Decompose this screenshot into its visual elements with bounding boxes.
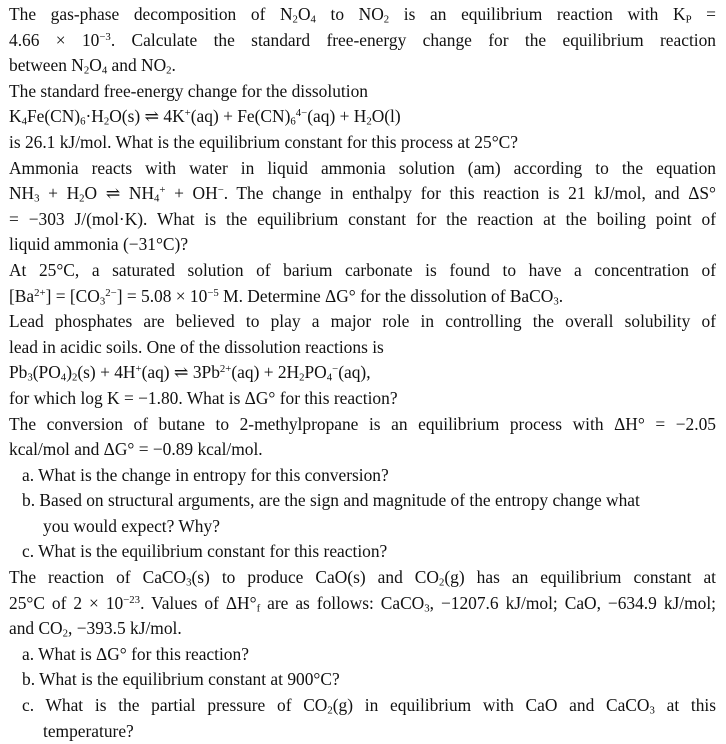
- p4-line-1: At 25°C, a saturated solution of barium carbonate is found to have a concentration of: [9, 259, 716, 280]
- p6-part-b-cont: you would expect? Why?: [43, 515, 220, 536]
- p1-line-2: $4.66 \times 10^{-3}$. Calculate the standard free-energy change for the equilibrium reaction: [9, 29, 716, 50]
- p7-part-b: b. What is the equilibrium constant at 900°C?: [22, 669, 340, 690]
- p5-line-2: lead in acidic soils. One of the dissolution reactions is: [9, 336, 384, 357]
- p6-part-b: b. Based on structural arguments, are the sign and magnitude of the entropy change what: [22, 490, 640, 511]
- p5-line-4: for which log K = −1.80. What is ΔG° for this reaction?: [9, 387, 398, 408]
- p3-line-2: $NH_3 + H_2O$ ⇌ $NH_4^+ + OH^-$. The change in enthalpy for this reaction is 21 kJ/mol, and ΔS°: [9, 183, 716, 205]
- p5-line-1: Lead phosphates are believed to play a major role in controlling the overall solubility of: [9, 311, 716, 332]
- p7-line-3: and $CO_2$, −393.5 kJ/mol.: [9, 618, 182, 640]
- p4-line-2: $[Ba^{2+}] = [CO_3^{2-}] = 5.08 \times 10^{-5}$ M. Determine ΔG° for the dissolution of BaCO$_3$.: [9, 285, 564, 307]
- p3-line-1: Ammonia reacts with water in liquid ammonia solution (am) according to the equation: [9, 157, 716, 178]
- p6-part-c: c. What is the equilibrium constant for this reaction?: [22, 541, 388, 562]
- p7-part-a: a. What is ΔG° for this reaction?: [22, 643, 249, 664]
- p2-line-3: is 26.1 kJ/mol. What is the equilibrium constant for this process at 25°C?: [9, 131, 518, 152]
- p7-line-1: The reaction of CaCO$_3$(s) to produce CaO(s) and $CO_2(g)$ has an equilibrium constant at: [9, 567, 716, 589]
- p7-line-2: 25°C of $2 \times 10^{-23}$. Values of $\Delta H^\circ_f$ are as follows: CaCO$_3$, −1207.6 kJ/mol; CaO, −634.9 kJ/mol;: [9, 592, 716, 615]
- p6-part-a: a. What is the change in entropy for this conversion?: [22, 464, 389, 485]
- p7-part-c: c. What is the partial pressure of $CO_2(g)$ in equilibrium with CaO and CaCO$_3$ at this: [22, 695, 716, 717]
- p1-line-1: The gas-phase decomposition of $N_2O_4$ to $NO_2$ is an equilibrium reaction with $K_P$ =: [9, 4, 716, 26]
- p2-equation: $K_4Fe(CN)_6\cdot H_2O(s)$ ⇌ $4K^+(aq) + Fe(CN)_6^{4-}(aq) + H_2O(l)$: [9, 106, 401, 128]
- p2-line-1: The standard free-energy change for the dissolution: [9, 80, 368, 101]
- p6-line-1: The conversion of butane to 2-methylpropane is an equilibrium process with ΔH° = −2.05: [9, 413, 716, 434]
- p1-line-3: between $N_2O_4$ and $NO_2$.: [9, 55, 176, 77]
- p7-part-c-cont: temperature?: [43, 720, 134, 741]
- p3-line-3: = −303 J/(mol·K). What is the equilibrium constant for the reaction at the boiling point of: [9, 208, 716, 229]
- p6-line-2: kcal/mol and ΔG° = −0.89 kcal/mol.: [9, 439, 263, 460]
- p5-equation: $Pb_3(PO_4)_2(s) + 4H^+(aq)$ ⇌ $3Pb^{2+}(aq) + 2H_2PO_4^-(aq)$,: [9, 362, 371, 384]
- p3-line-4: liquid ammonia (−31°C)?: [9, 234, 189, 255]
